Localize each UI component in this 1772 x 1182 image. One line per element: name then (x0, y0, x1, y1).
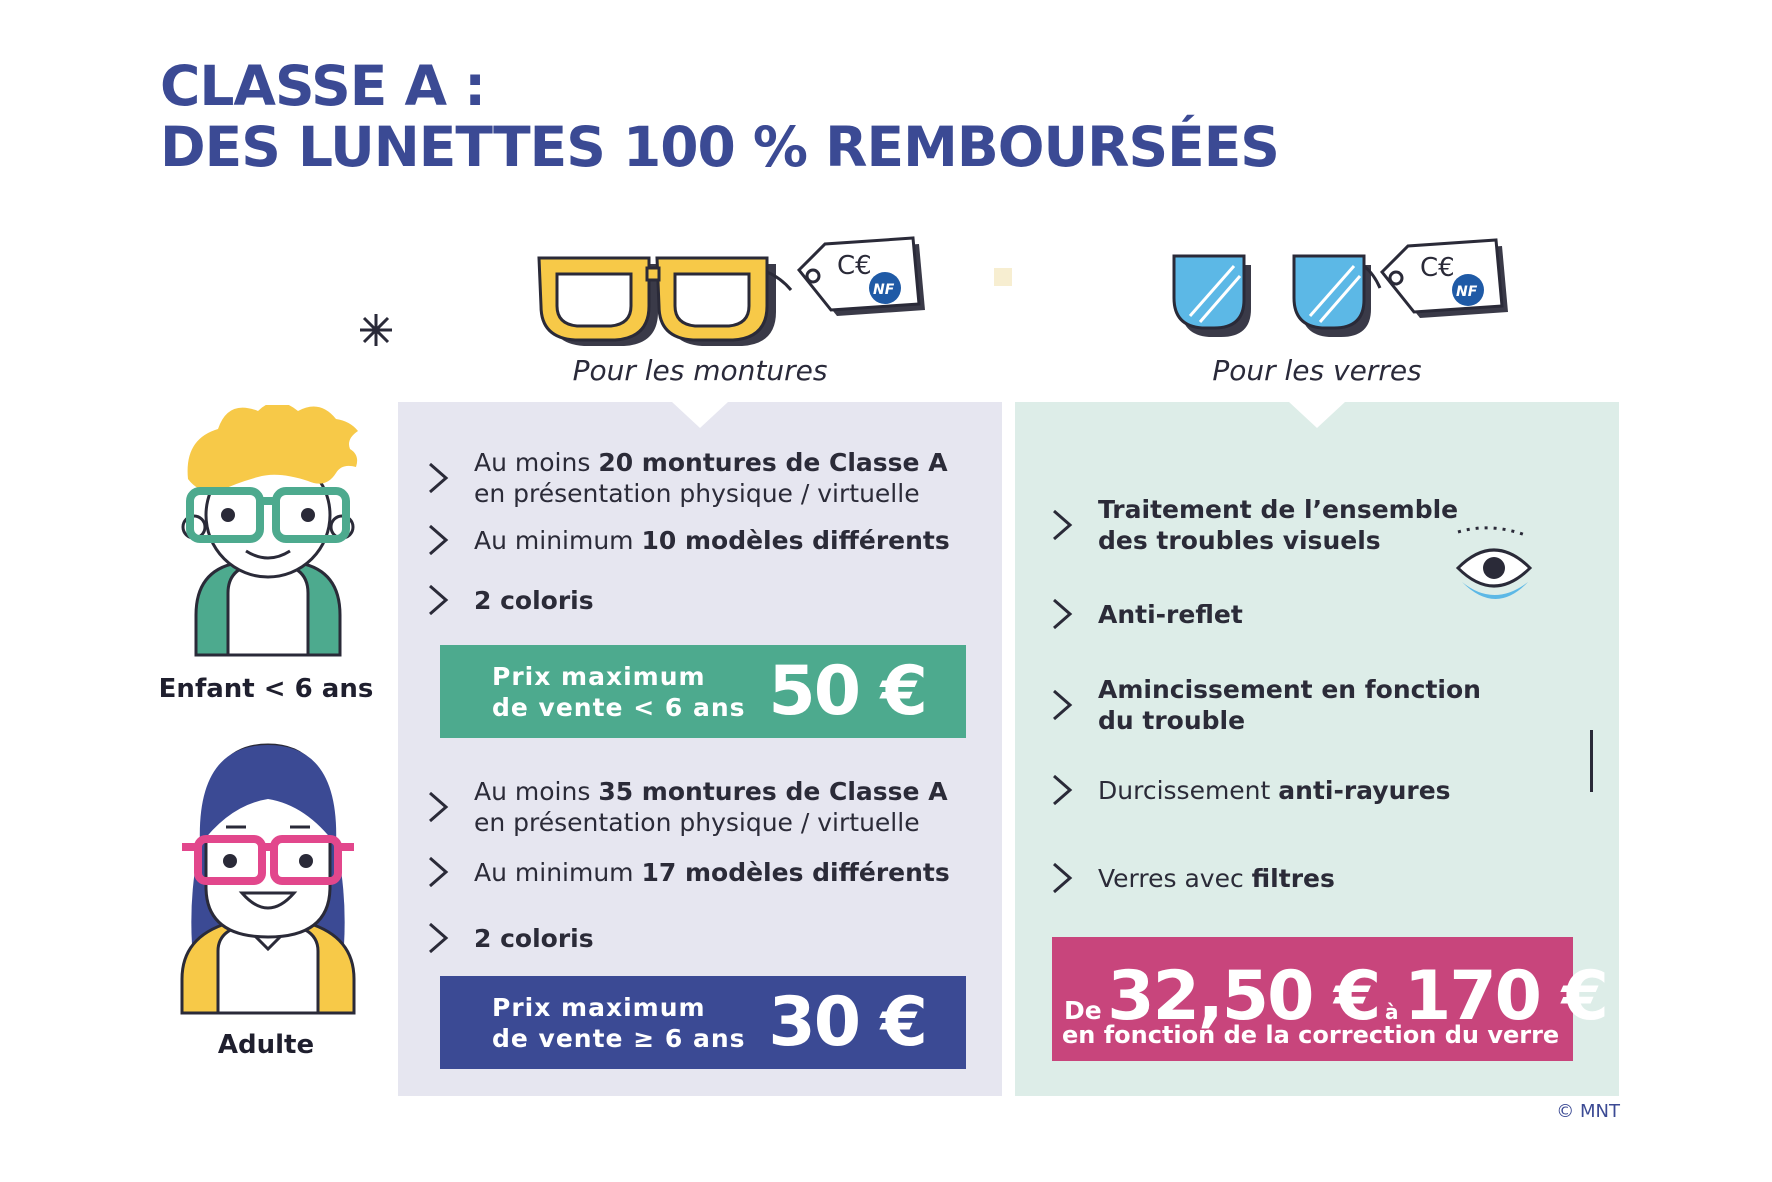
list-item (1048, 594, 1243, 634)
lenses-icon (1168, 252, 1388, 342)
adult-price-value: 30 € (768, 983, 926, 1062)
item-text: Au moins (474, 448, 599, 477)
nf-mark: NF (873, 282, 895, 298)
price-to: 170 € (1404, 957, 1607, 1036)
price-label-line2: de vente < 6 ans (492, 692, 746, 722)
item-bold: filtres (1251, 863, 1335, 893)
item-line1: Traitement de l’ensemble (1098, 495, 1459, 524)
child-price-value: 50 € (768, 652, 926, 731)
item-bold: Anti-reflet (1098, 599, 1243, 629)
nf-mark: NF (1456, 284, 1478, 300)
list-item (424, 580, 594, 620)
list-item (1048, 770, 1451, 810)
child-caption: Enfant < 6 ans (158, 674, 374, 704)
item-bold: 20 montures de Classe A (598, 448, 948, 477)
price-de: De (1064, 996, 1102, 1025)
price-label-line2: de vente ≥ 6 ans (492, 1023, 746, 1053)
list-item (424, 852, 950, 892)
item-text: Au moins (474, 777, 599, 806)
price-note: en fonction de la correction du verre (1062, 1021, 1560, 1049)
adult-avatar (168, 735, 368, 1015)
list-item (424, 918, 594, 958)
price-a: à (1384, 1000, 1399, 1024)
price-from: 32,50 € (1107, 957, 1380, 1036)
item-text: Verres avec (1098, 863, 1252, 893)
chevron-right-icon (424, 520, 452, 560)
chevron-right-icon (1048, 685, 1076, 725)
item-line1: Amincissement en fonction (1098, 675, 1481, 704)
price-label-line1: Prix maximum (492, 661, 706, 691)
list-item (1048, 858, 1335, 898)
eye-icon (1452, 522, 1536, 602)
chevron-right-icon (1048, 858, 1076, 898)
chevron-right-icon (1048, 770, 1076, 810)
child-avatar (168, 405, 368, 660)
frames-panel-notch (672, 402, 728, 428)
chevron-right-icon (424, 787, 452, 827)
chevron-right-icon (1048, 505, 1076, 545)
chevron-right-icon (424, 458, 452, 498)
chevron-right-icon (424, 918, 452, 958)
list-item (424, 520, 950, 560)
title-line-1: CLASSE A : (160, 54, 486, 118)
item-line2: en présentation physique / virtuelle (474, 479, 920, 508)
copyright: © MNT (1556, 1101, 1620, 1122)
ce-nf-tag-lenses-icon (1368, 234, 1518, 334)
item-text: Au minimum (474, 525, 642, 555)
chevron-right-icon (424, 852, 452, 892)
chevron-right-icon (424, 580, 452, 620)
item-line2: du trouble (1098, 706, 1246, 735)
ce-mark: C€ (837, 251, 872, 281)
list-item (1048, 674, 1481, 736)
child-price-box (440, 645, 966, 738)
item-text: Au minimum (474, 857, 642, 887)
lenses-panel-notch (1289, 402, 1345, 428)
chevron-right-icon (1048, 594, 1076, 634)
title-line-2: DES LUNETTES 100 % REMBOURSÉES (160, 115, 1279, 179)
adult-price-box (440, 976, 966, 1069)
item-bold: 17 modèles différents (641, 857, 950, 887)
item-bold: 2 coloris (474, 923, 594, 953)
price-label-line1: Prix maximum (492, 992, 706, 1022)
item-bold: 2 coloris (474, 585, 594, 615)
sparkle-icon (356, 310, 396, 350)
list-item (1048, 494, 1458, 556)
decorative-square (994, 268, 1012, 286)
lenses-heading: Pour les verres (1212, 354, 1422, 387)
item-bold: 35 montures de Classe A (598, 777, 948, 806)
item-line2: en présentation physique / virtuelle (474, 808, 920, 837)
item-line2: des troubles visuels (1098, 526, 1381, 555)
lenses-price-box (1052, 937, 1607, 1061)
item-bold: 10 modèles différents (641, 525, 950, 555)
item-text: Durcissement (1098, 775, 1279, 805)
ce-nf-tag-frames-icon (785, 232, 935, 332)
decorative-line (1590, 730, 1593, 792)
adult-caption: Adulte (217, 1030, 315, 1060)
ce-mark: C€ (1420, 253, 1455, 283)
frames-heading: Pour les montures (572, 354, 828, 387)
item-bold: anti-rayures (1278, 775, 1451, 805)
list-item (424, 776, 948, 838)
list-item (424, 447, 948, 509)
